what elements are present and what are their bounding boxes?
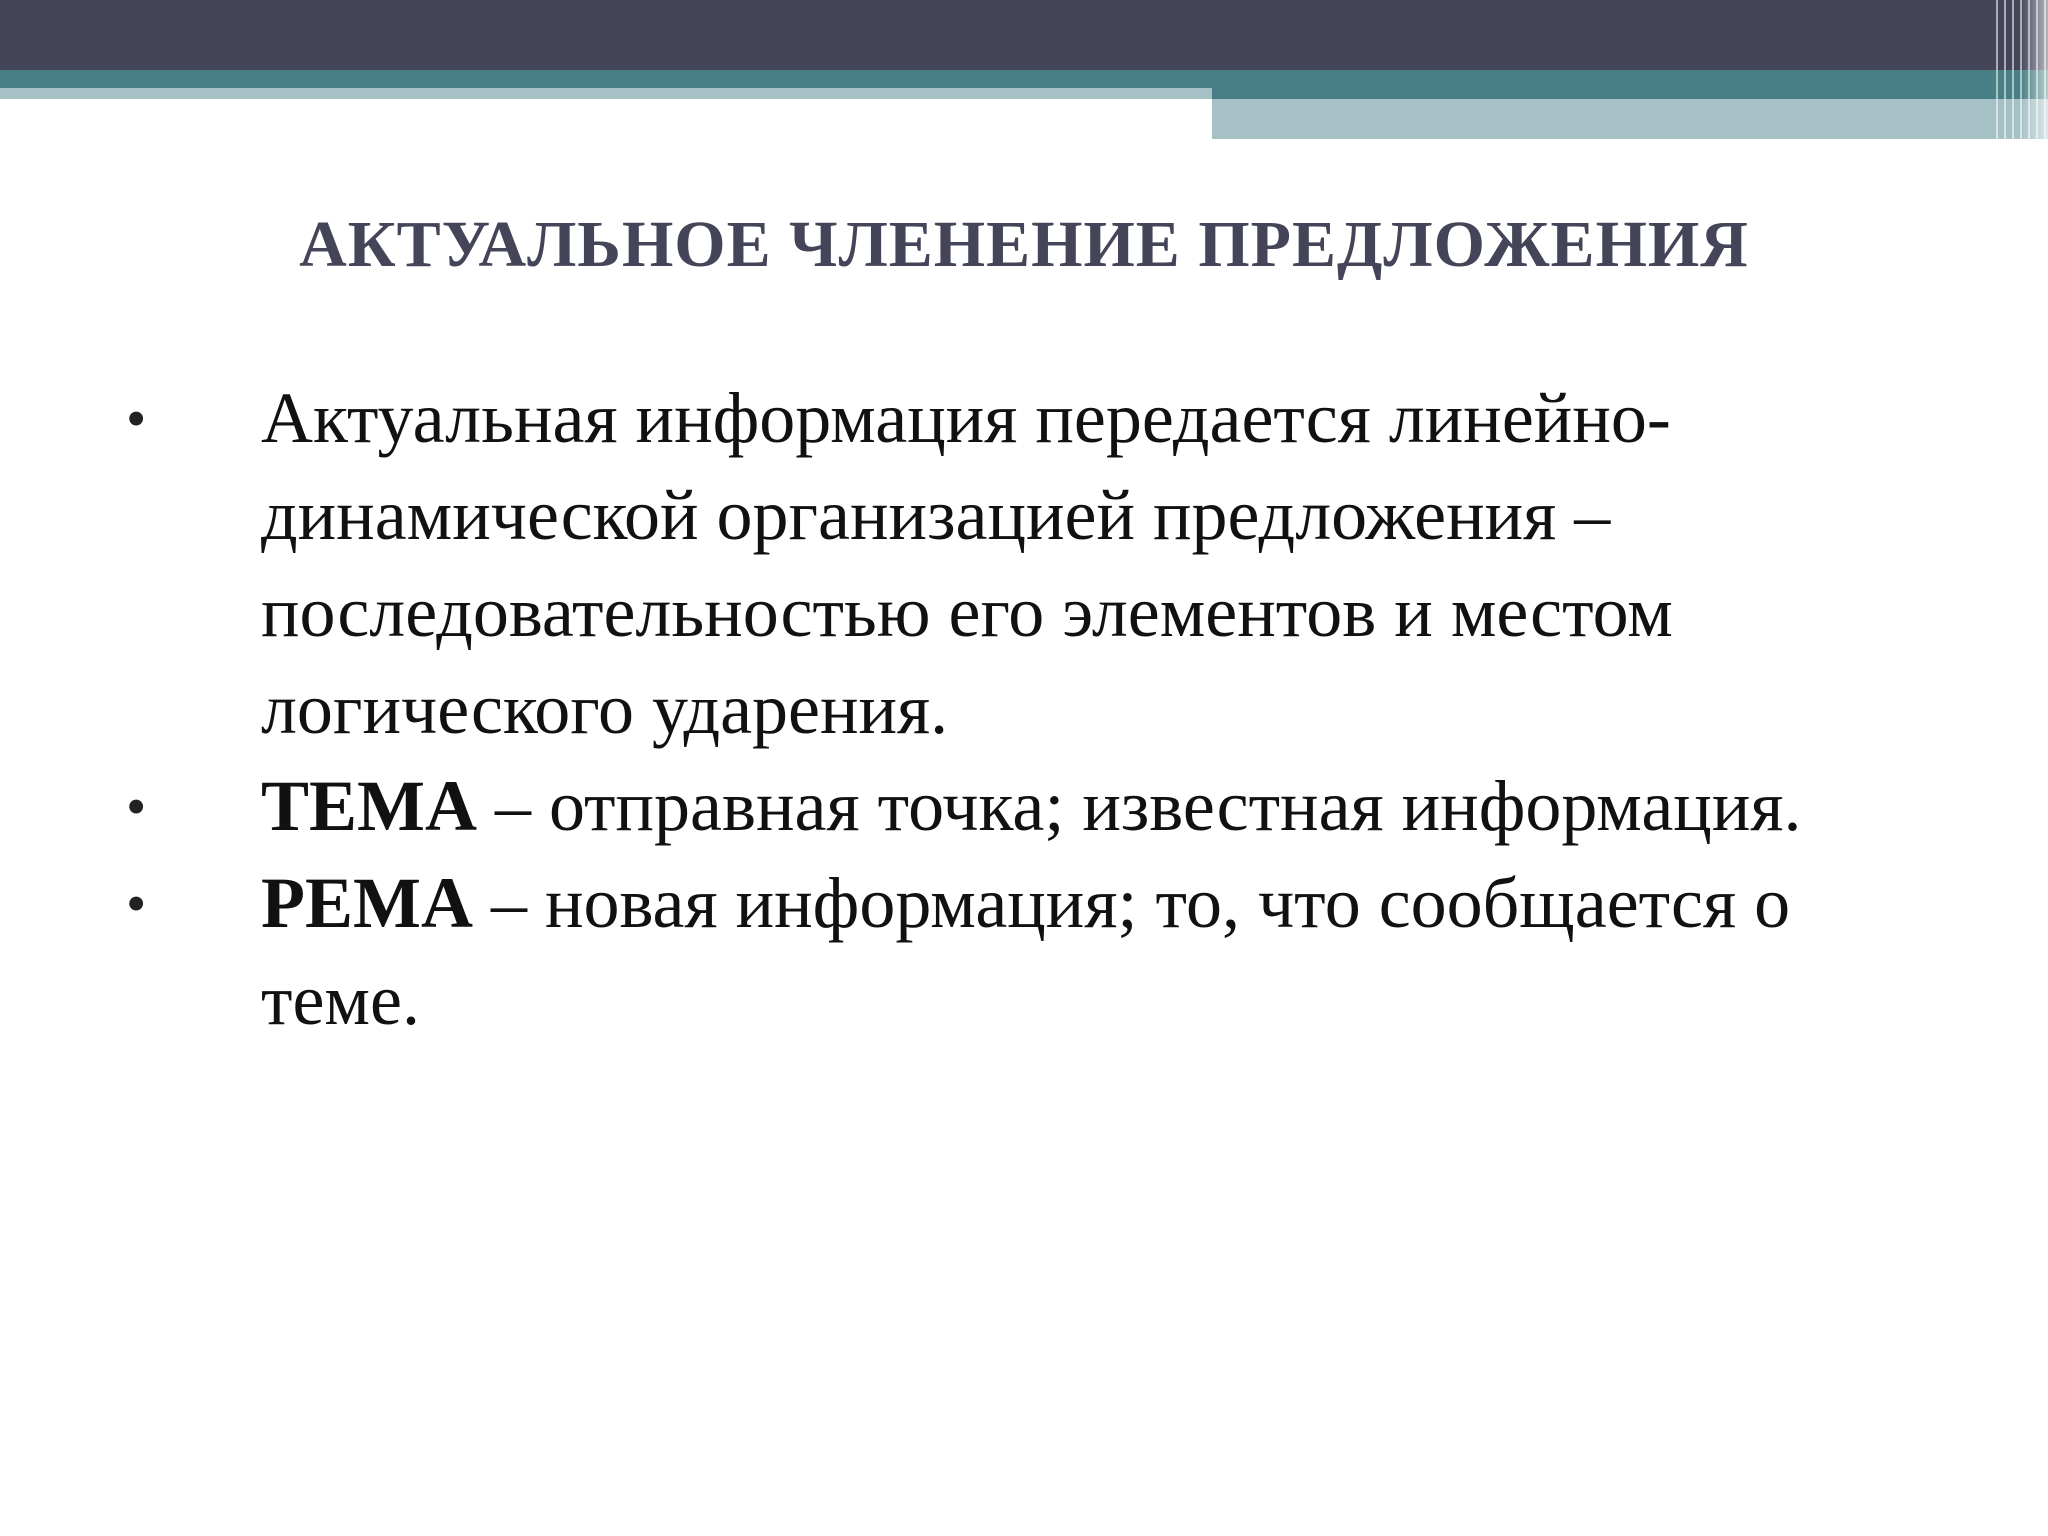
bullet-item <box>0 370 2048 758</box>
bullet-text <box>261 855 1921 1049</box>
bullet-body: – отправная точка; известная информация. <box>477 766 1802 846</box>
bullet-item <box>0 855 2048 1049</box>
bullet-term: РЕМА <box>261 863 473 943</box>
slide-title: АКТУАЛЬНОЕ ЧЛЕНЕНИЕ ПРЕДЛОЖЕНИЯ <box>299 208 1749 281</box>
header-bar-light-left <box>0 88 1212 99</box>
header-bar-dark <box>0 0 2048 70</box>
bullet-list <box>0 370 2048 1049</box>
bullet-text <box>261 370 1921 758</box>
bullet-term: ТЕМА <box>261 766 477 846</box>
bullet-item <box>0 758 2048 855</box>
bullet-dot-icon: • <box>126 871 147 936</box>
bullet-text <box>261 758 1921 855</box>
bullet-dot-icon: • <box>126 386 147 451</box>
bullet-body: – новая информация; то, что сообщается о теме. <box>261 863 1791 1040</box>
bullet-body: Актуальная информация передается линейно-динамической организацией предложения – последовательностью его элементов и местом логического ударения. <box>261 378 1673 749</box>
header-bar-light-right <box>1212 99 2048 139</box>
header-edge-fade <box>2020 0 2048 139</box>
bullet-dot-icon: • <box>126 774 147 839</box>
